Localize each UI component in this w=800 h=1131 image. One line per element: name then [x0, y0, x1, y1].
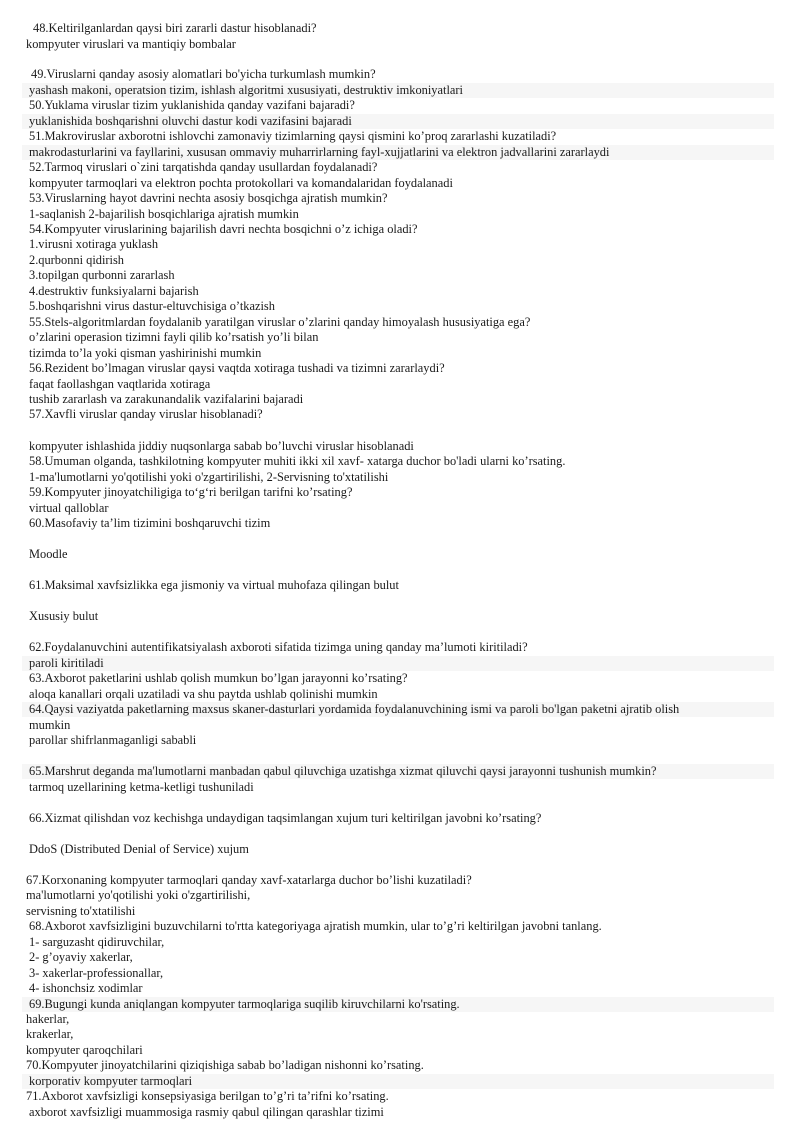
question-line: 54.Kompyuter viruslarining bajarilish davri nechta bosqichni o’z ichiga oladi?: [29, 222, 418, 236]
answer-line: servisning to'xtatilishi: [26, 904, 136, 918]
question-line: 1.virusni xotiraga yuklash: [29, 237, 159, 251]
answer-line: makrodasturlarini va fayllarini, xususan ommaviy muharrirlarning fayl-xujjatlarini va elektron jadvallarini zararlaydi: [29, 145, 610, 159]
answer-line: tushib zararlash va zarakunandalik vazifalarini bajaradi: [29, 392, 304, 406]
question-line: 48.Keltirilganlardan qaysi biri zararli dastur hisoblanadi?: [33, 21, 317, 35]
answer-line: Moodle: [29, 547, 68, 561]
answer-line: aloqa kanallari orqali uzatiladi va shu paytda ushlab qolinishi mumkin: [29, 687, 378, 701]
question-line: 3.topilgan qurbonni zararlash: [29, 268, 175, 282]
question-line: 61.Maksimal xavfsizlikka ega jismoniy va virtual muhofaza qilingan bulut: [29, 578, 399, 592]
answer-line: 3- xakerlar-professionallar,: [29, 966, 164, 980]
answer-line: o’zlarini operasion tizimni fayli qilib ko’rsatish yo’li bilan: [29, 330, 319, 344]
answer-line: korporativ kompyuter tarmoqlari: [29, 1074, 193, 1088]
question-line: 67.Korxonaning kompyuter tarmoqlari qanday xavf-xatarlarga duchor bo’lishi kuzatiladi?: [26, 873, 472, 887]
answer-line: parollar shifrlanmaganligi sababli: [29, 733, 197, 747]
answer-line: virtual qalloblar: [29, 501, 109, 515]
question-line: 64.Qaysi vaziyatda paketlarning maxsus skaner-dasturlari yordamida foydalanuvchining ismi va paroli bo'lgan paketni ajratib olish: [29, 702, 680, 716]
question-line: 56.Rezident bo’lmagan viruslar qaysi vaqtda xotiraga tushadi va tizimni zararlaydi?: [29, 361, 445, 375]
scan-band: [22, 656, 774, 671]
question-line: 58.Umuman olganda, tashkilotning kompyuter muhiti ikki xil xavf- xatarga duchor bo'ladi ularni ko’rsating.: [29, 454, 566, 468]
question-line: 52.Tarmoq viruslari o`zini tarqatishda qanday usullardan foydalanadi?: [29, 160, 378, 174]
question-line: 51.Makroviruslar axborotni ishlovchi zamonaviy tizimlarning qaysi qismini ko’proq zararlashi kuzatiladi?: [29, 129, 557, 143]
answer-line: yuklanishida boshqarishni oluvchi dastur kodi vazifasini bajaradi: [29, 114, 352, 128]
answer-line: 1- sarguzasht qidiruvchilar,: [29, 935, 165, 949]
question-line: 69.Bugungi kunda aniqlangan kompyuter tarmoqlariga suqilib kiruvchilarni ko'rsating.: [29, 997, 460, 1011]
answer-line: kompyuter qaroqchilari: [26, 1043, 143, 1057]
answer-line: faqat faollashgan vaqtlarida xotiraga: [29, 377, 211, 391]
answer-line: mumkin: [29, 718, 71, 732]
answer-line: ma'lumotlarni yo'qotilishi yoki o'zgartirilishi,: [26, 888, 251, 902]
answer-line: 2- g’oyaviy xakerlar,: [29, 950, 133, 964]
answer-line: DdoS (Distributed Denial of Service) xujum: [29, 842, 249, 856]
answer-line: yashash makoni, operatsion tizim, ishlash algoritmi xususiyati, destruktiv imkoniyatlari: [29, 83, 463, 97]
answer-line: kompyuter viruslari va mantiqiy bombalar: [26, 37, 236, 51]
answer-line: axborot xavfsizligi muammosiga rasmiy qabul qilingan qarashlar tizimi: [29, 1105, 384, 1119]
question-line: 71.Axborot xavfsizligi konsepsiyasiga berilgan to’g’ri ta’rifni ko’rsating.: [26, 1089, 389, 1103]
question-line: 53.Viruslarning hayot davrini nechta asosiy bosqichga ajratish mumkin?: [29, 191, 388, 205]
question-line: 50.Yuklama viruslar tizim yuklanishida qanday vazifani bajaradi?: [29, 98, 355, 112]
question-line: 63.Axborot paketlarini ushlab qolish mumkun bo’lgan jarayonni ko’rsating?: [29, 671, 408, 685]
question-line: 70.Kompyuter jinoyatchilarini qiziqishiga sabab bo’ladigan nishonni ko’rsating.: [26, 1058, 424, 1072]
answer-line: 1-ma'lumotlarni yo'qotilishi yoki o'zgartirilishi, 2-Servisning to'xtatilishi: [29, 470, 389, 484]
question-line: 59.Kompyuter jinoyatchiligiga to‘g‘ri berilgan tarifni ko’rsating?: [29, 485, 353, 499]
answer-line: krakerlar,: [26, 1027, 74, 1041]
question-line: 49.Viruslarni qanday asosiy alomatlari bo'yicha turkumlash mumkin?: [31, 67, 376, 81]
question-line: 4.destruktiv funksiyalarni bajarish: [29, 284, 199, 298]
answer-line: hakerlar,: [26, 1012, 70, 1026]
question-line: 66.Xizmat qilishdan voz kechishga undaydigan taqsimlangan xujum turi keltirilgan javobni ko’rsating?: [29, 811, 542, 825]
answer-line: Xususiy bulut: [29, 609, 99, 623]
answer-line: kompyuter ishlashida jiddiy nuqsonlarga sabab bo’luvchi viruslar hisoblanadi: [29, 439, 414, 453]
question-line: 57.Xavfli viruslar qanday viruslar hisoblanadi?: [29, 407, 263, 421]
question-line: 68.Axborot xavfsizligini buzuvchilarni to'rtta kategoriyaga ajratish mumkin, ular to’g’ri keltirilgan javobni tanlang.: [29, 919, 602, 933]
question-line: 2.qurbonni qidirish: [29, 253, 124, 267]
question-line: 62.Foydalanuvchini autentifikatsiyalash axboroti sifatida tizimga uning qanday ma’lumoti kiritiladi?: [29, 640, 528, 654]
answer-line: tizimda to’la yoki qisman yashirinishi mumkin: [29, 346, 262, 360]
answer-line: paroli kiritiladi: [29, 656, 104, 670]
question-line: 5.boshqarishni virus dastur-eltuvchisiga o’tkazish: [29, 299, 275, 313]
answer-line: kompyuter tarmoqlari va elektron pochta protokollari va komandalaridan foydalanadi: [29, 176, 453, 190]
question-line: 55.Stels-algoritmlardan foydalanib yaratilgan viruslar o’zlarini qanday himoyalash hususiyatiga ega?: [29, 315, 531, 329]
answer-line: tarmoq uzellarining ketma-ketligi tushuniladi: [29, 780, 254, 794]
answer-line: 1-saqlanish 2-bajarilish bosqichlariga ajratish mumkin: [29, 207, 299, 221]
answer-line: 4- ishonchsiz xodimlar: [29, 981, 143, 995]
question-line: 60.Masofaviy ta’lim tizimini boshqaruvchi tizim: [29, 516, 271, 530]
question-line: 65.Marshrut deganda ma'lumotlarni manbadan qabul qiluvchiga uzatishga xizmat qiluvchi qaysi jarayonni tushunish mumkin?: [29, 764, 657, 778]
